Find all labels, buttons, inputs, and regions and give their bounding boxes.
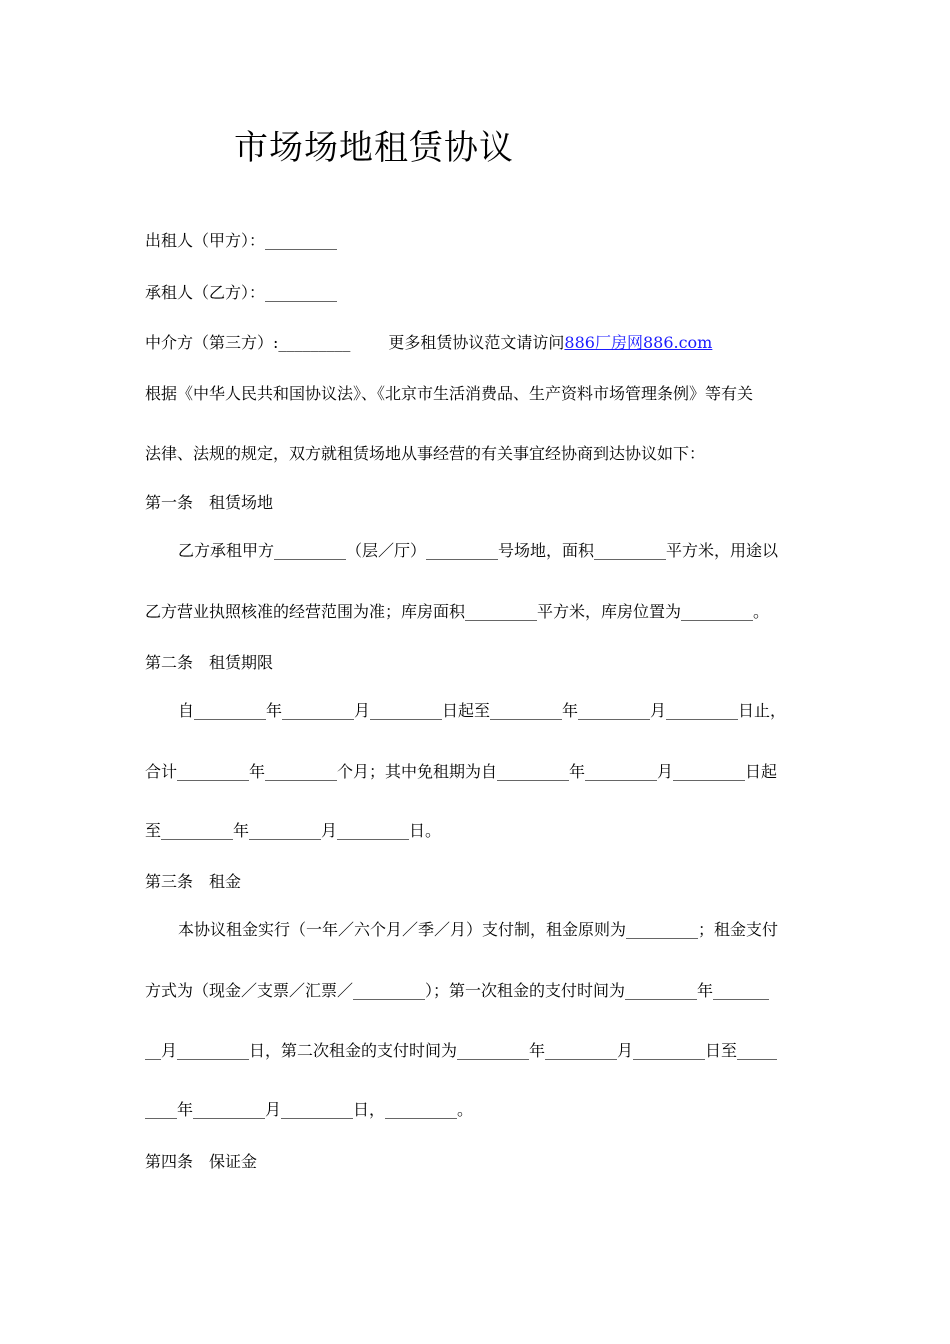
article-1-paragraph-2: 乙方营业执照核准的经营范围为准；库房面积_________平方米，库房位置为_________。 <box>145 602 770 621</box>
website-link[interactable]: 886厂房网886.com <box>564 333 713 352</box>
more-agreements-text: 更多租赁协议范文请访问 <box>388 333 565 352</box>
article-3-paragraph-3: __月_________日，第二次租金的支付时间为_________年_________月_________日至_____ <box>145 1041 778 1060</box>
document-title: 市场场地租赁协议 <box>234 128 514 168</box>
article-3-paragraph-4: ____年_________月_________日，_________。 <box>145 1100 474 1119</box>
basis-line-2: 法律、法规的规定，双方就租赁场地从事经营的有关事宜经协商到达协议如下： <box>145 444 706 463</box>
article-3-paragraph-1: 本协议租金实行（一年／六个月／季／月）支付制，租金原则为_________；租金支付 <box>178 920 779 939</box>
article-2-paragraph-1: 自_________年_________月_________日起至_________年_________月_________日止， <box>178 701 787 720</box>
article-2-heading: 第二条 租赁期限 <box>145 653 274 672</box>
agent-line <box>145 332 712 354</box>
agent-label: 中介方（第三方）:_________ <box>145 333 351 352</box>
article-1-heading: 第一条 租赁场地 <box>145 493 274 512</box>
article-3-paragraph-2: 方式为（现金／支票／汇票／_________）；第一次租金的支付时间为_________年_______ <box>145 981 770 1000</box>
lessor-line: 出租人（甲方）：_________ <box>145 231 338 250</box>
article-1-paragraph-1: 乙方承租甲方_________（层／厅）_________号场地，面积_________平方米，用途以 <box>178 541 779 560</box>
lessee-line: 承租人（乙方）：_________ <box>145 283 338 302</box>
article-3-heading: 第三条 租金 <box>145 872 242 891</box>
basis-line-1: 根据《中华人民共和国协议法》、《北京市生活消费品、生产资料市场管理条例》等有关 <box>145 384 754 403</box>
article-4-heading: 第四条 保证金 <box>145 1152 258 1171</box>
article-2-paragraph-2: 合计_________年_________个月；其中免租期为自_________年_________月_________日起 <box>145 762 778 781</box>
article-2-paragraph-3: 至_________年_________月_________日。 <box>145 821 442 840</box>
